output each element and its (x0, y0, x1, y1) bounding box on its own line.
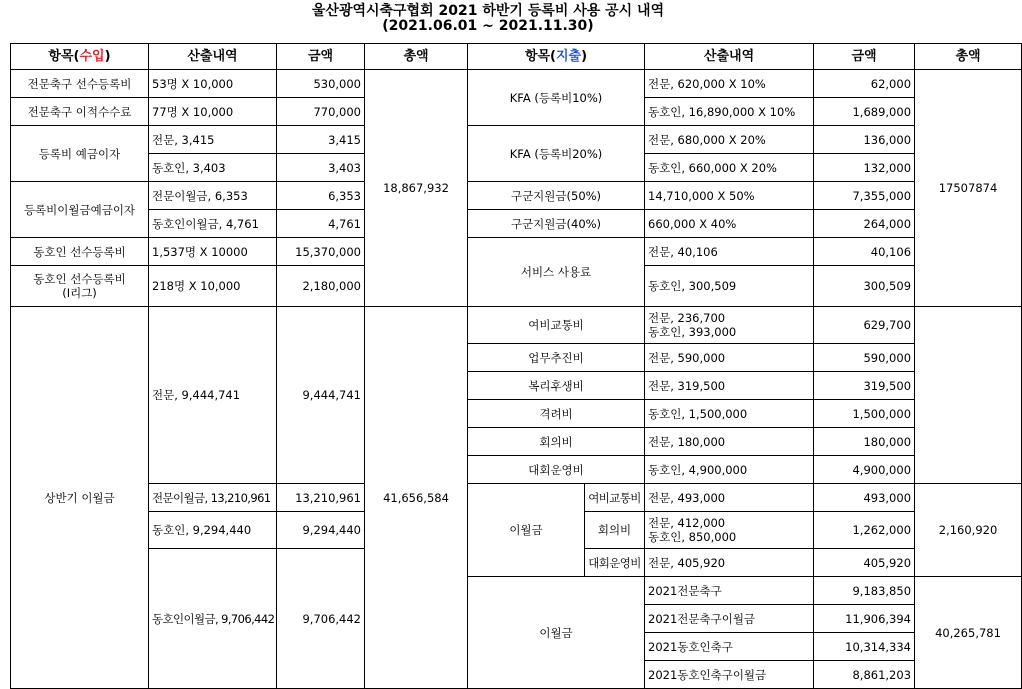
carried-sub-meeting: 회의비 (585, 512, 645, 549)
expense-calc: 전문, 180,000 (645, 428, 814, 456)
carryover-calc: 전문이월금, 13,210,961 (149, 484, 277, 512)
income-amount: 2,180,000 (277, 266, 365, 307)
carryover-item: 상반기 이월금 (11, 307, 149, 689)
expense-calc: 전문, 680,000 X 20% (645, 126, 814, 154)
expense-amount: 319,500 (814, 372, 915, 400)
header-calc: 산출내역 (149, 44, 277, 70)
expense-amount: 493,000 (814, 484, 915, 512)
expense-calc: 전문, 236,700 동호인, 393,000 (645, 307, 814, 344)
income-amount: 770,000 (277, 98, 365, 126)
table-row (11, 484, 1022, 512)
carried-sub-travel: 여비교통비 (585, 484, 645, 512)
expense-amount: 8,861,203 (814, 661, 915, 689)
header-total-2: 총액 (915, 44, 1022, 70)
expense-amount: 1,262,000 (814, 512, 915, 549)
carryover-calc: 동호인이월금, 9,706,442 (149, 549, 277, 689)
table-row (11, 126, 1022, 154)
income-calc: 전문, 3,415 (149, 126, 277, 154)
table-row (11, 307, 1022, 344)
expense-amount: 180,000 (814, 428, 915, 456)
income-item: 동호인 선수등록비 (11, 238, 149, 266)
expense-amount: 4,900,000 (814, 456, 915, 484)
table-row (11, 70, 1022, 98)
expense-item-welfare: 복리후생비 (468, 372, 645, 400)
income-item: 등록비 예금이자 (11, 126, 149, 182)
header-expense-item: 항목(지출) (468, 44, 645, 70)
expense-amount: 132,000 (814, 154, 915, 182)
income-amount: 15,370,000 (277, 238, 365, 266)
income-calc: 53명 X 10,000 (149, 70, 277, 98)
expense-calc: 전문, 405,920 (645, 549, 814, 577)
expense-amount: 11,906,394 (814, 605, 915, 633)
income-calc: 동호인이월금, 4,761 (149, 210, 277, 238)
income-label: 수입 (79, 48, 105, 64)
carryover-calc: 동호인, 9,294,440 (149, 512, 277, 549)
expense-amount: 264,000 (814, 210, 915, 238)
expense-amount: 40,106 (814, 238, 915, 266)
expense-calc: 전문, 590,000 (645, 344, 814, 372)
page-title (0, 4, 976, 34)
expense-calc: 전문, 319,500 (645, 372, 814, 400)
table-row (11, 210, 1022, 238)
carryover-amount: 9,444,741 (277, 307, 365, 484)
expense-amount: 405,920 (814, 549, 915, 577)
expense-calc: 전문, 493,000 (645, 484, 814, 512)
expense-calc: 14,710,000 X 50% (645, 182, 814, 210)
expense-amount: 136,000 (814, 126, 915, 154)
expense-balance-total: 40,265,781 (915, 577, 1022, 689)
expense-amount: 1,500,000 (814, 400, 915, 428)
income-amount: 6,353 (277, 182, 365, 210)
expense-item-gugun40: 구군지원금(40%) (468, 210, 645, 238)
expense-item-travel: 여비교통비 (468, 307, 645, 344)
expense-calc: 전문, 620,000 X 10% (645, 70, 814, 98)
expense-calc: 2021전문축구이월금 (645, 605, 814, 633)
table-row (11, 182, 1022, 210)
carryover-amount: 9,294,440 (277, 512, 365, 549)
header-total: 총액 (365, 44, 468, 70)
income-item: 등록비이월금예금이자 (11, 182, 149, 238)
expense-amount: 9,183,850 (814, 577, 915, 605)
header-row (11, 44, 1022, 70)
table-row (11, 238, 1022, 266)
title-period: (2021.06.01 ~ 2021.11.30) (382, 18, 594, 34)
expense-total-empty (915, 307, 1022, 484)
expense-calc: 동호인, 660,000 X 20% (645, 154, 814, 182)
expense-amount: 7,355,000 (814, 182, 915, 210)
expense-amount: 1,689,000 (814, 98, 915, 126)
expense-carried-total: 2,160,920 (915, 484, 1022, 577)
expense-item-service: 서비스 사용료 (468, 238, 645, 307)
income-total-1: 18,867,932 (365, 70, 468, 307)
header-amount: 금액 (277, 44, 365, 70)
expense-calc: 660,000 X 40% (645, 210, 814, 238)
expense-calc: 2021동호인축구 (645, 633, 814, 661)
expense-calc: 동호인, 16,890,000 X 10% (645, 98, 814, 126)
income-item: 전문축구 선수등록비 (11, 70, 149, 98)
expense-calc: 전문, 412,000 동호인, 850,000 (645, 512, 814, 549)
income-amount: 530,000 (277, 70, 365, 98)
expense-item-carried: 이월금 (468, 484, 585, 577)
expense-item-gugun50: 구군지원금(50%) (468, 182, 645, 210)
income-calc: 1,537명 X 10000 (149, 238, 277, 266)
expense-item-business: 업무추진비 (468, 344, 645, 372)
income-calc: 동호인, 3,403 (149, 154, 277, 182)
carryover-calc: 전문, 9,444,741 (149, 307, 277, 484)
title-line-1: 울산광역시축구협회 2021 하반기 등록비 사용 공시 내역 (311, 3, 665, 19)
income-item: 전문축구 이적수수료 (11, 98, 149, 126)
carryover-total: 41,656,584 (365, 307, 468, 689)
expense-item-kfa20: KFA (등록비20%) (468, 126, 645, 182)
header-amount-2: 금액 (814, 44, 915, 70)
expense-calc: 2021전문축구 (645, 577, 814, 605)
expense-item-meeting: 회의비 (468, 428, 645, 456)
expense-calc: 동호인, 300,509 (645, 266, 814, 307)
carryover-amount: 13,210,961 (277, 484, 365, 512)
income-calc: 218명 X 10,000 (149, 266, 277, 307)
header-calc-2: 산출내역 (645, 44, 814, 70)
expense-amount: 10,314,334 (814, 633, 915, 661)
expense-calc: 동호인, 4,900,000 (645, 456, 814, 484)
income-amount: 4,761 (277, 210, 365, 238)
expense-calc: 전문, 40,106 (645, 238, 814, 266)
expense-label: 지출 (556, 48, 582, 64)
disclosure-table (10, 43, 1022, 689)
expense-total-1: 17507874 (915, 70, 1022, 307)
header-income-item: 항목(수입) (11, 44, 149, 70)
income-amount: 3,403 (277, 154, 365, 182)
expense-calc: 2021동호인축구이월금 (645, 661, 814, 689)
expense-item-encourage: 격려비 (468, 400, 645, 428)
income-item: 동호인 선수등록비 (I리그) (11, 266, 149, 307)
expense-amount: 629,700 (814, 307, 915, 344)
income-amount: 3,415 (277, 126, 365, 154)
expense-item-kfa10: KFA (등록비10%) (468, 70, 645, 126)
expense-amount: 300,509 (814, 266, 915, 307)
expense-calc: 동호인, 1,500,000 (645, 400, 814, 428)
carried-sub-tournament: 대회운영비 (585, 549, 645, 577)
carryover-amount: 9,706,442 (277, 549, 365, 689)
expense-amount: 62,000 (814, 70, 915, 98)
income-calc: 77명 X 10,000 (149, 98, 277, 126)
expense-item-balance: 이월금 (468, 577, 645, 689)
expense-amount: 590,000 (814, 344, 915, 372)
income-calc: 전문이월금, 6,353 (149, 182, 277, 210)
expense-item-tournament: 대회운영비 (468, 456, 645, 484)
